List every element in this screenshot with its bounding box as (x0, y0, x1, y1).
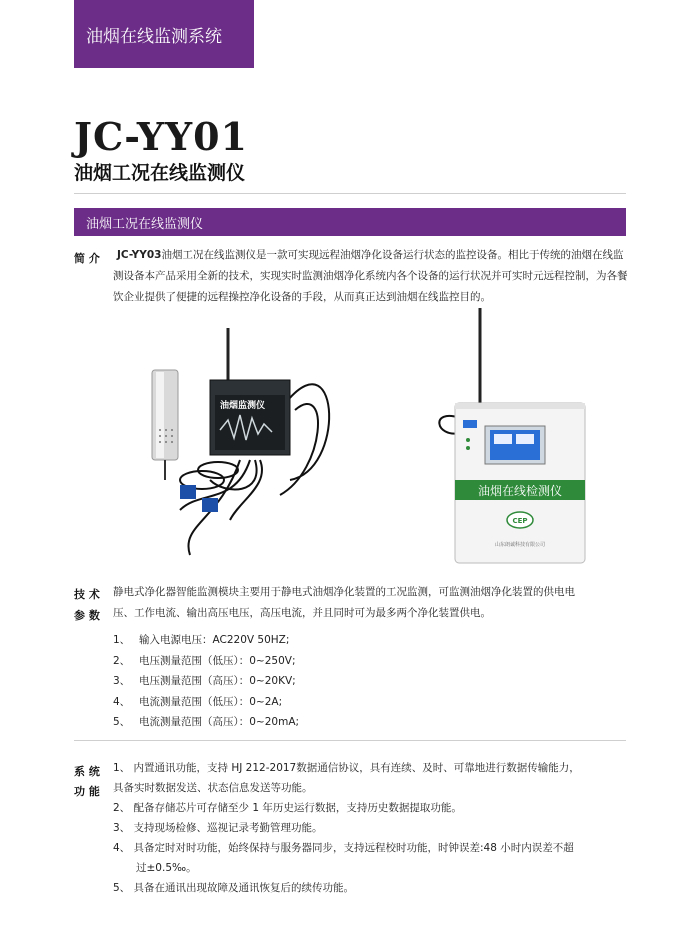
func-item-1-line-1: 1、 内置通讯功能，支持 HJ 212-2017数据通信协议，具有连续、及时、可靠地进行数据传输能力， (113, 762, 580, 774)
intro-line-3: 饮企业提供了便捷的远程操控净化设备的手段，从而真正达到油烟在线监控目的。 (113, 291, 491, 303)
func-label-1: 系 统 (74, 765, 100, 778)
func-item-2: 2、 配备存储芯片可存储至少 1 年历史运行数据，支持历史数据提取功能。 (113, 802, 462, 814)
tech-desc-2: 压、工作电流、输出高压电压，高压电流，并且同时可为最多两个净化装置供电。 (113, 607, 491, 619)
intro-model: JC-YY03 (117, 249, 162, 261)
tech-label-1: 技 术 (74, 588, 100, 601)
section-bar (74, 208, 626, 236)
list-item: 1、 输入电源电压：AC220V 50HZ; (113, 634, 290, 646)
func-item-1-line-2: 具备实时数据发送、状态信息发送等功能。 (113, 782, 313, 794)
right-device-label: 油烟在线检测仪 (477, 484, 563, 498)
badge-text: CEP (512, 517, 528, 525)
list-item: 3、 电压测量范围（高压）：0~20KV; (113, 675, 296, 687)
intro-paragraph (117, 245, 624, 266)
intro-line-1: 油烟工况在线监测仪是一款可实现远程油烟净化设备运行状态的监控设备。相比于传统的油烟在线监 (161, 249, 624, 261)
func-item-5: 5、 具备在通讯出现故障及通讯恢复后的续传功能。 (113, 882, 355, 894)
list-item: 5、 电流测量范围（高压）：0~20mA; (113, 716, 300, 728)
divider (74, 740, 626, 741)
sensor-module-photo (140, 320, 350, 560)
intro-line-2: 测设备本产品采用全新的技术，实现实时监测油烟净化系统内各个设备的运行状况并可实时元远程控制，为各餐 (113, 270, 628, 282)
tech-desc-1: 静电式净化器智能监测模块主要用于静电式油烟净化装置的工况监测，可监测油烟净化装置的供电电 (113, 586, 575, 598)
tech-param-list (113, 630, 299, 733)
tech-label-2: 参 数 (74, 609, 100, 622)
monitor-cabinet-photo (430, 308, 600, 570)
banner-title: 油烟在线监测系统 (86, 26, 222, 47)
intro-label: 简 介 (74, 252, 100, 265)
product-title: 油烟工况在线监测仪 (74, 162, 246, 184)
divider (74, 193, 626, 194)
func-item-4-line-1: 4、 具备定时对时功能，始终保持与服务器同步，支持远程校时功能，时钟误差:48 小时内误差不超 (113, 842, 574, 854)
left-device-label: 油烟监测仪 (220, 401, 266, 411)
section-bar-title: 油烟工况在线监测仪 (86, 216, 204, 232)
func-item-3: 3、 支持现场检修、巡视记录考勤管理功能。 (113, 822, 323, 834)
company-name: 山东朗诚科技有限公司 (494, 542, 546, 548)
list-item: 2、 电压测量范围（低压）：0~250V; (113, 654, 296, 667)
list-item: 4、 电流测量范围（低压）：0~2A; (113, 695, 283, 708)
func-item-4-line-2: 过±0.5‰。 (136, 862, 197, 874)
top-banner (74, 0, 254, 68)
func-label-2: 功 能 (74, 785, 100, 798)
model-number: JC-YY01 (74, 114, 248, 159)
